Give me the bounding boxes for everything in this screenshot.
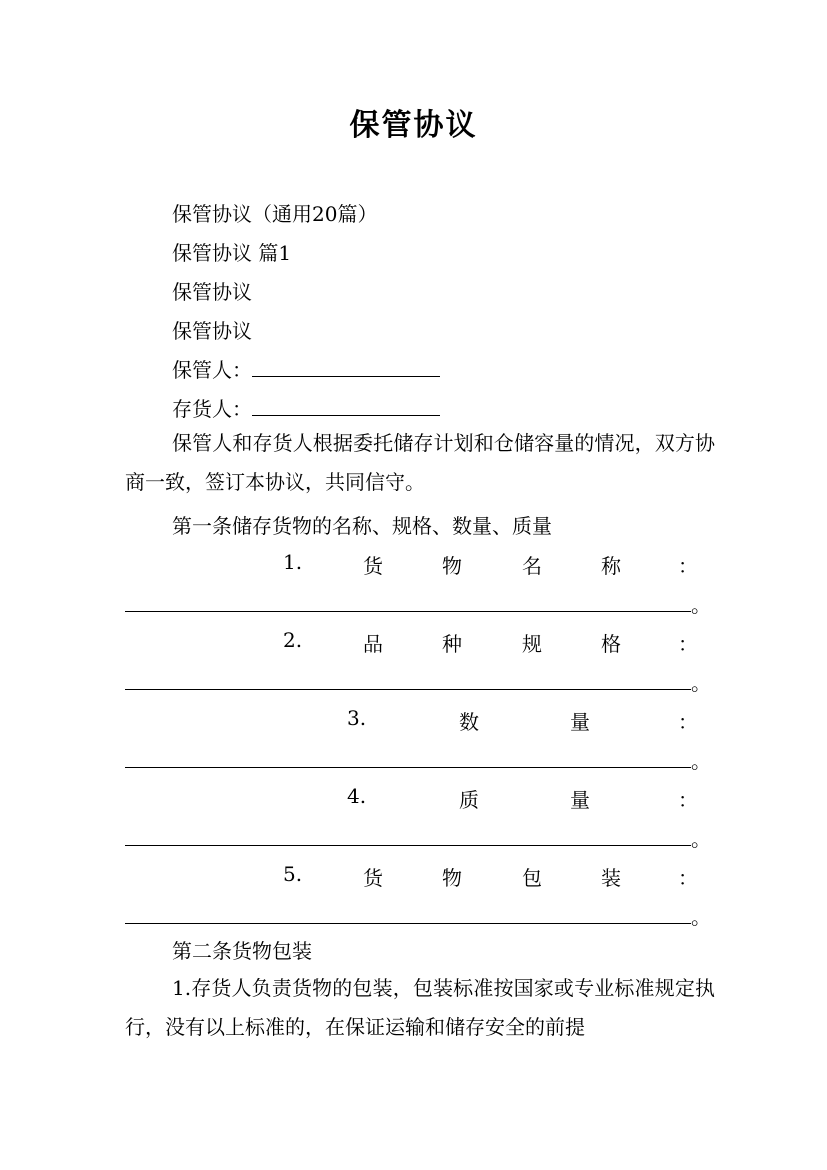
field-blank-line[interactable]	[125, 901, 711, 930]
keeper-blank[interactable]	[252, 358, 440, 377]
field-colon: ：	[678, 632, 698, 656]
field-number: 1.	[283, 550, 303, 574]
field-colon: ：	[678, 866, 698, 890]
item-1-paragraph: 1.存货人负责货物的包装，包装标准按国家或专业标准规定执行，没有以上标准的，在保证运输和储存安全的前提	[125, 976, 715, 1039]
field-colon: ：	[678, 554, 698, 578]
field-char: 规	[522, 632, 542, 656]
field-row-quantity	[125, 706, 700, 736]
heading-line: 保管协议	[172, 319, 252, 343]
field-char: 称	[601, 554, 621, 578]
field-end-mark: 。	[691, 671, 711, 695]
field-char: 装	[601, 866, 621, 890]
field-number: 5.	[283, 862, 303, 886]
field-number: 2.	[283, 628, 303, 652]
depositor-label: 存货人：	[172, 397, 252, 421]
field-row-quality	[125, 784, 700, 814]
field-blank-line[interactable]	[125, 823, 711, 852]
field-char: 量	[570, 710, 590, 734]
intro-paragraph: 保管人和存货人根据委托储存计划和仓储容量的情况，双方协商一致，签订本协议，共同信守。	[125, 431, 715, 494]
depositor-blank[interactable]	[252, 397, 440, 416]
field-char: 货	[363, 554, 383, 578]
field-char: 种	[442, 632, 462, 656]
field-blank-line[interactable]	[125, 667, 711, 696]
field-number: 3.	[347, 706, 367, 730]
heading-line: 保管协议	[172, 280, 252, 304]
keeper-line	[172, 354, 440, 383]
article-1-heading: 第一条储存货物的名称、规格、数量、质量	[172, 514, 552, 538]
section-heading: 保管协议 篇1	[172, 241, 292, 265]
field-end-mark: 。	[691, 749, 711, 773]
field-char: 物	[442, 866, 462, 890]
keeper-label: 保管人：	[172, 358, 252, 382]
field-char: 格	[601, 632, 621, 656]
field-char: 物	[442, 554, 462, 578]
field-blank-line[interactable]	[125, 589, 711, 618]
document-title: 保管协议	[349, 108, 478, 143]
field-row-packaging	[125, 862, 700, 892]
depositor-line	[172, 393, 440, 422]
field-char: 数	[459, 710, 479, 734]
field-row-name	[125, 550, 700, 580]
field-blank-line[interactable]	[125, 745, 711, 774]
field-end-mark: 。	[691, 905, 711, 929]
field-char: 质	[459, 788, 479, 812]
field-end-mark: 。	[691, 593, 711, 617]
field-number: 4.	[347, 784, 367, 808]
field-char: 货	[363, 866, 383, 890]
field-char: 名	[522, 554, 542, 578]
field-char: 品	[363, 632, 383, 656]
field-colon: ：	[678, 710, 698, 734]
field-colon: ：	[678, 788, 698, 812]
subtitle-line: 保管协议（通用20篇）	[172, 202, 378, 226]
field-end-mark: 。	[691, 827, 711, 851]
field-char: 量	[570, 788, 590, 812]
field-row-spec	[125, 628, 700, 658]
field-char: 包	[522, 866, 542, 890]
article-2-heading: 第二条货物包装	[172, 939, 312, 963]
